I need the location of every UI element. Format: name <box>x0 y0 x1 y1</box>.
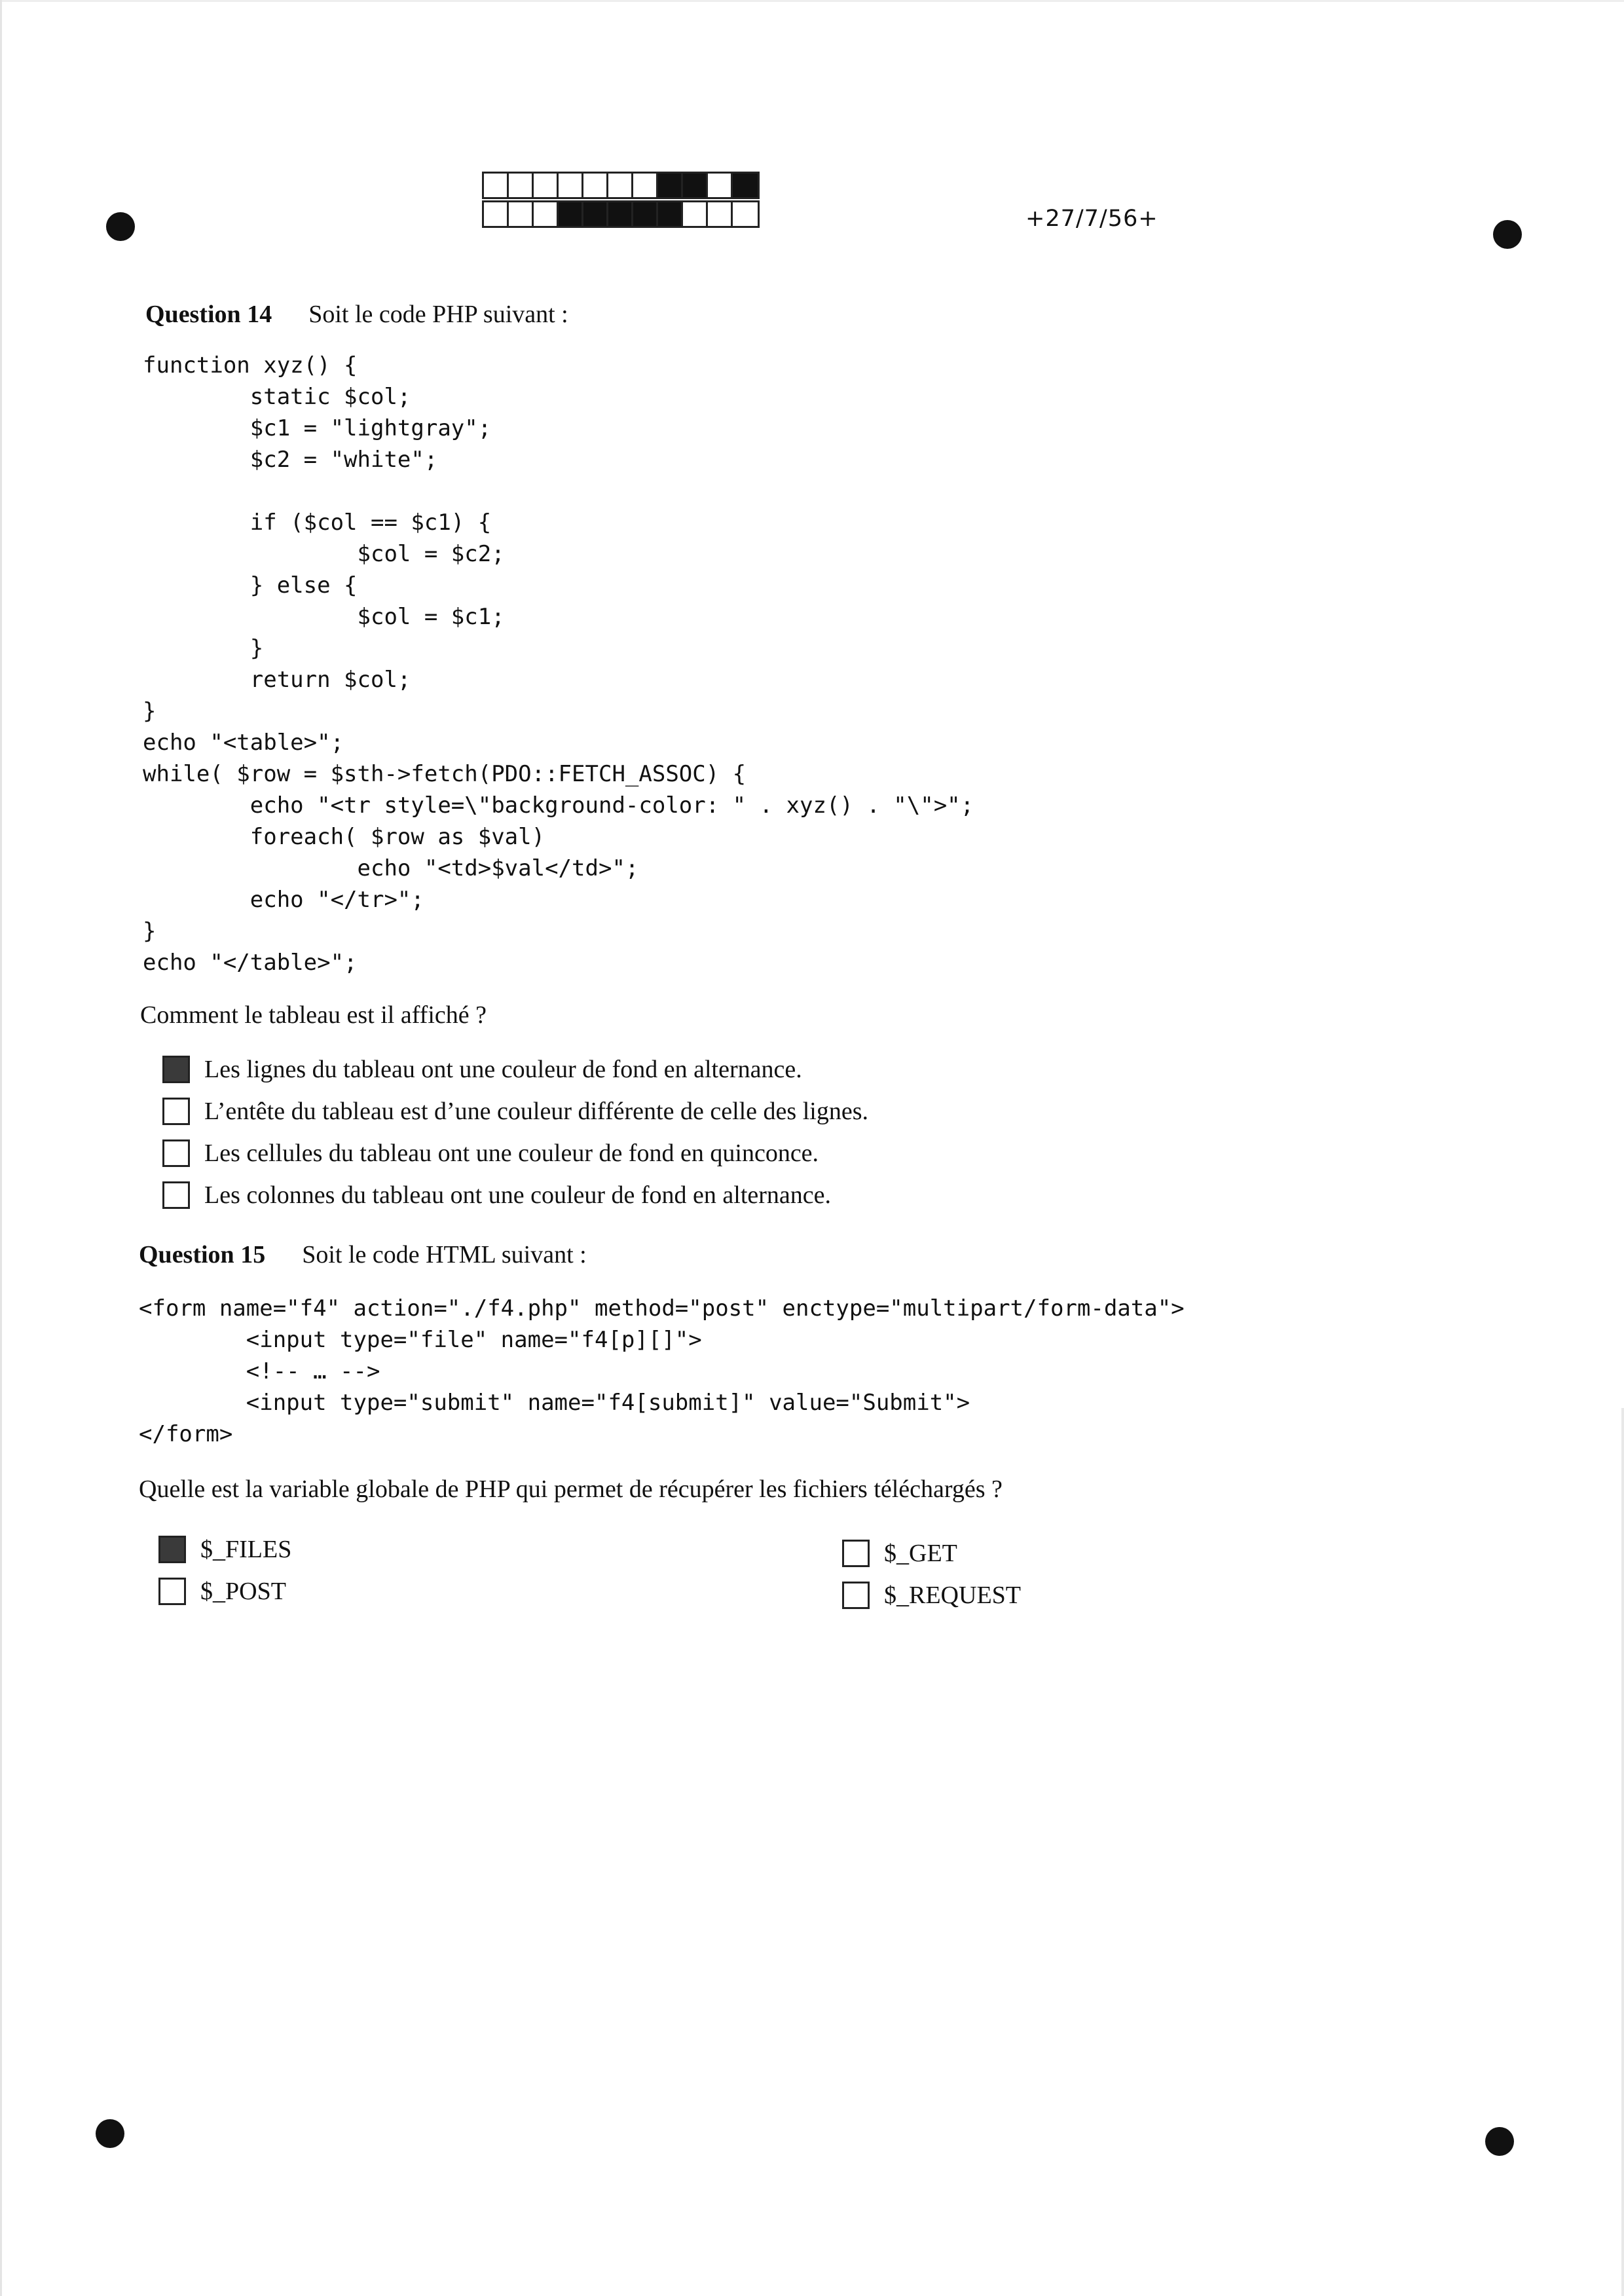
option-label: $_POST <box>200 1578 286 1605</box>
barcode-cell <box>708 202 733 226</box>
question-14-option-3[interactable] <box>162 1139 819 1168</box>
option-label: $_GET <box>884 1540 957 1567</box>
barcode-cell <box>534 202 559 226</box>
option-label: Les colonnes du tableau ont une couleur de fond en alternance. <box>204 1181 832 1209</box>
barcode-cell <box>583 202 608 226</box>
barcode-cell <box>583 174 608 197</box>
registration-mark-bottom-left <box>96 2119 124 2148</box>
option-checkbox[interactable] <box>158 1578 186 1605</box>
question-15-option-get[interactable] <box>842 1539 957 1568</box>
question-14-option-4[interactable] <box>162 1181 831 1210</box>
question-15-option-post[interactable] <box>158 1577 286 1606</box>
question-15-prompt: Soit le code HTML suivant : <box>302 1241 587 1268</box>
page-id: +27/7/56+ <box>1025 206 1158 232</box>
option-checkbox[interactable] <box>162 1181 190 1209</box>
barcode-cell <box>534 174 559 197</box>
page-edge-right <box>1621 1408 1624 2296</box>
question-15-label: Question 15 <box>139 1241 266 1268</box>
option-label: Les cellules du tableau ont une couleur de fond en quinconce. <box>204 1139 819 1167</box>
barcode-cell <box>559 202 583 226</box>
question-14-label: Question 14 <box>145 301 272 328</box>
barcode-cell <box>559 174 583 197</box>
barcode-cell <box>633 202 658 226</box>
registration-mark-top-right <box>1493 220 1522 249</box>
barcode-row-bottom <box>482 200 760 228</box>
option-label: Les lignes du tableau ont une couleur de fond en alternance. <box>204 1056 802 1083</box>
question-15-heading <box>139 1240 587 1269</box>
option-checkbox[interactable] <box>842 1540 870 1567</box>
barcode-cell <box>509 174 534 197</box>
question-14-heading <box>145 300 568 329</box>
barcode-cell <box>683 174 708 197</box>
question-15-option-files[interactable] <box>158 1535 291 1564</box>
option-label: L’entête du tableau est d’une couleur différente de celle des lignes. <box>204 1098 868 1125</box>
question-14-code: function xyz() { static $col; $c1 = "lightgray"; $c2 = "white"; if ($col == $c1) { $col = $c2; } else { $col = $c1; } return $col; } echo "<table>"; while( $row = $sth->fetch(PDO::FETCH_ASSOC) { echo "<tr style=\"background-color: " . xyz() . "\">"; foreach( $row as $val) echo "<td>$val</td>"; echo "</tr>"; } echo "</table>"; <box>143 352 974 976</box>
question-14-question: Comment le tableau est il affiché ? <box>140 1001 487 1029</box>
option-label: $_FILES <box>200 1536 292 1563</box>
barcode-cell <box>633 174 658 197</box>
option-checkbox[interactable] <box>162 1139 190 1167</box>
question-14-prompt: Soit le code PHP suivant : <box>308 301 568 328</box>
question-15-question: Quelle est la variable globale de PHP qui permet de récupérer les fichiers téléchargés ? <box>139 1475 1003 1503</box>
barcode-cell <box>608 202 633 226</box>
question-14-option-2[interactable] <box>162 1097 868 1126</box>
question-15-code: <form name="f4" action="./f4.php" method="post" enctype="multipart/form-data"> <input type="file" name="f4[p][]"> <!-- … --> <input type="submit" name="f4[submit]" value="Submit"> </form> <box>139 1295 1185 1447</box>
page-edge-left <box>0 0 2 2296</box>
barcode-cell <box>733 202 758 226</box>
barcode-cell <box>484 202 509 226</box>
barcode-row-top <box>482 172 760 199</box>
question-15-option-request[interactable] <box>842 1581 1021 1610</box>
option-checkbox[interactable] <box>158 1536 186 1563</box>
page-edge-top <box>0 0 1624 2</box>
barcode-cell <box>683 202 708 226</box>
question-14-option-1[interactable] <box>162 1055 802 1084</box>
barcode-cell <box>658 202 683 226</box>
registration-mark-top-left <box>106 212 135 241</box>
barcode-cell <box>733 174 758 197</box>
option-label: $_REQUEST <box>884 1582 1021 1609</box>
option-checkbox[interactable] <box>842 1582 870 1609</box>
registration-mark-bottom-right <box>1485 2127 1514 2156</box>
barcode-cell <box>658 174 683 197</box>
barcode-cell <box>509 202 534 226</box>
barcode-cell <box>708 174 733 197</box>
barcode-cell <box>608 174 633 197</box>
option-checkbox[interactable] <box>162 1098 190 1125</box>
barcode-cell <box>484 174 509 197</box>
option-checkbox[interactable] <box>162 1056 190 1083</box>
